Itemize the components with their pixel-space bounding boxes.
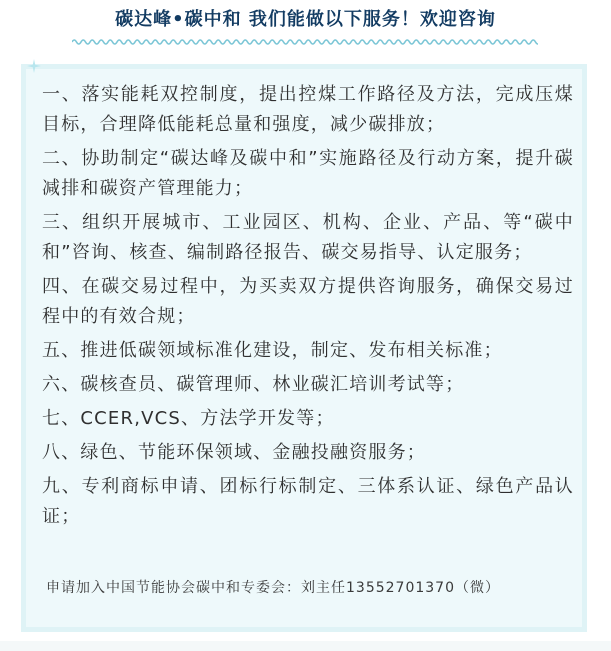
service-item-2: 二、协助制定“碳达峰及碳中和”实施路径及行动方案，提升碳减排和碳资产管理能力； (42, 148, 574, 199)
wave-divider (72, 37, 538, 47)
contact-footer: 申请加入中国节能协会碳中和专委会：刘主任13552701370（微） (46, 580, 500, 596)
page-title: 碳达峰•碳中和 我们能做以下服务！欢迎咨询 (115, 9, 496, 30)
services-list (42, 80, 574, 536)
service-item-5: 五、推进低碳领域标准化建设，制定、发布相关标准； (42, 340, 503, 361)
service-item-6: 六、碳核查员、碳管理师、林业碳汇培训考试等； (42, 374, 465, 395)
sparkle-icon (27, 59, 41, 73)
service-item-4: 四、在碳交易过程中，为买卖双方提供咨询服务，确保交易过程中的有效合规； (42, 276, 574, 327)
service-item-8: 八、绿色、节能环保领域、金融投融资服务； (42, 442, 426, 463)
service-item-3: 三、组织开展城市、工业园区、机构、企业、产品、等“碳中和”咨询、核查、编制路径报告、碳交易指导、认定服务； (42, 212, 574, 263)
bottom-strip (0, 641, 611, 651)
service-item-7: 七、CCER,VCS、方法学开发等； (42, 408, 335, 429)
service-item-1: 一、落实能耗双控制度，提出控煤工作路径及方法，完成压煤目标，合理降低能耗总量和强度，减少碳排放； (42, 84, 574, 135)
service-item-9: 九、专利商标申请、团标行标制定、三体系认证、绿色产品认证； (42, 476, 574, 527)
page-header (0, 0, 611, 44)
